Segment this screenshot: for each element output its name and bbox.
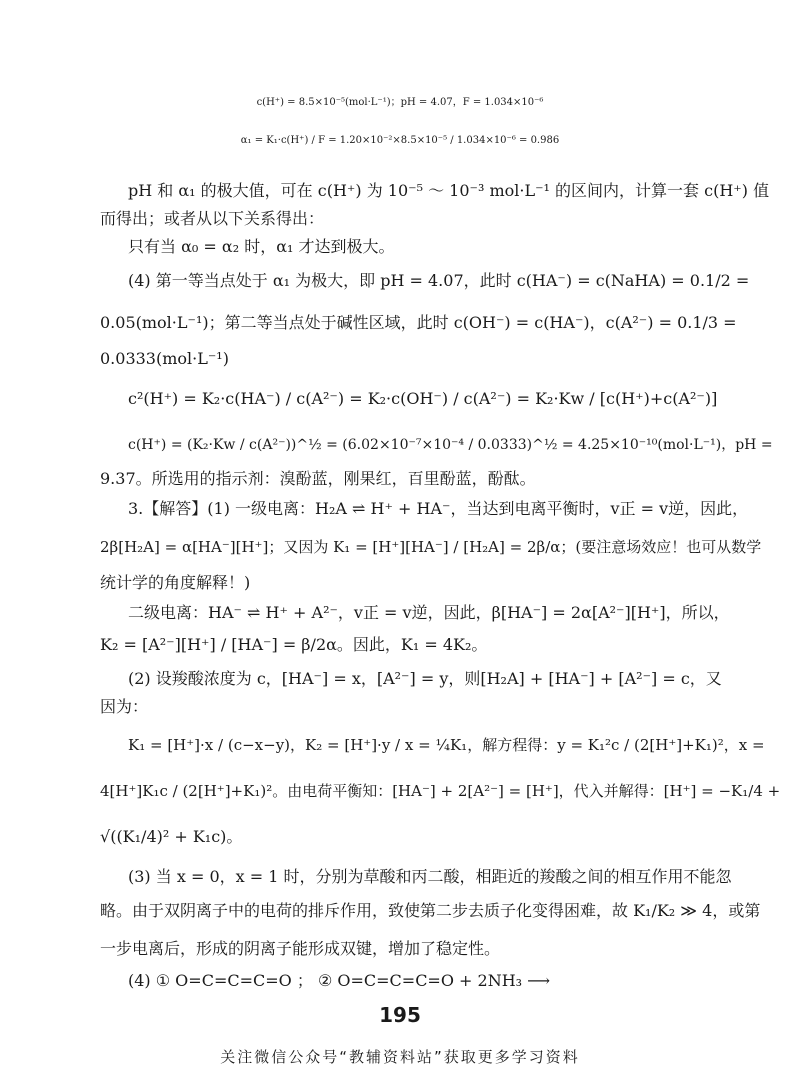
paragraph-line: 而得出；或者从以下关系得出： xyxy=(100,209,325,228)
footer-note: 关注微信公众号“教辅资料站”获取更多学习资料 xyxy=(220,1048,580,1066)
equation-ch-ph-f: c(H⁺) = 8.5×10⁻⁵(mol·L⁻¹)；pH = 4.07，F = 1.034×10⁻⁶ xyxy=(256,97,544,108)
paragraph-line: (2) 设羧酸浓度为 c，[HA⁻] = x，[A²⁻] = y，则[H₂A] + [HA⁻] + [A²⁻] = c，又 xyxy=(128,669,722,688)
paragraph-line: 0.0333(mol·L⁻¹) xyxy=(100,349,229,368)
paragraph-line: 2β[H₂A] = α[HA⁻][H⁺]；又因为 K₁ = [H⁺][HA⁻] / [H₂A] = 2β/α；(要注意场效应！也可从数学 xyxy=(100,538,762,556)
paragraph-line: 因为： xyxy=(100,697,149,716)
paragraph-line: (4) 第一等当点处于 α₁ 为极大，即 pH = 4.07，此时 c(HA⁻) = c(NaHA) = 0.1/2 = xyxy=(128,271,750,290)
paragraph-line: 一步电离后，形成的阴离子能形成双键，增加了稳定性。 xyxy=(100,939,501,958)
equation-sqrt: √((K₁/4)² + K₁c)。 xyxy=(100,827,243,846)
structure-line: (4) ① O=C=C=C=O ； ② O=C=C=C=O + 2NH₃ ⟶ xyxy=(128,971,551,990)
paragraph-line: 统计学的角度解释！) xyxy=(100,573,251,592)
paragraph-line: 9.37。所选用的指示剂：溴酚蓝，刚果红，百里酚蓝，酚酞。 xyxy=(100,469,536,488)
equation-c2h: c²(H⁺) = K₂·c(HA⁻) / c(A²⁻) = K₂·c(OH⁻) / c(A²⁻) = K₂·Kw / [c(H⁺)+c(A²⁻)] xyxy=(128,389,718,408)
page-number: 195 xyxy=(379,1003,421,1027)
equation-ch: c(H⁺) = (K₂·Kw / c(A²⁻))^½ = (6.02×10⁻⁷×10⁻⁴ / 0.0333)^½ = 4.25×10⁻¹⁰(mol·L⁻¹)，pH = xyxy=(128,437,773,453)
equation-k2: K₂ = [A²⁻][H⁺] / [HA⁻] = β/2α。因此，K₁ = 4K₂。 xyxy=(100,635,488,654)
paragraph-line: pH 和 α₁ 的极大值，可在 c(H⁺) 为 10⁻⁵ ～ 10⁻³ mol·L⁻¹ 的区间内，计算一套 c(H⁺) 值 xyxy=(128,181,770,200)
paragraph-line: (3) 当 x = 0，x = 1 时，分别为草酸和丙二酸，相距近的羧酸之间的相互作用不能忽 xyxy=(128,867,732,886)
paragraph-line: 二级电离：HA⁻ ⇌ H⁺ + A²⁻，v正 = v逆，因此，β[HA⁻] = 2α[A²⁻][H⁺]，所以， xyxy=(128,603,730,622)
answer-heading-line: 3.【解答】(1) 一级电离：H₂A ⇌ H⁺ + HA⁻，当达到电离平衡时，v正 = v逆，因此， xyxy=(128,499,749,518)
equation-alpha1: α₁ = K₁·c(H⁺) / F = 1.20×10⁻²×8.5×10⁻⁵ / 1.034×10⁻⁶ = 0.986 xyxy=(240,135,560,146)
paragraph-line: 只有当 α₀ = α₂ 时，α₁ 才达到极大。 xyxy=(128,237,395,256)
equation-k1-k2: K₁ = [H⁺]·x / (c−x−y)，K₂ = [H⁺]·y / x = ¼K₁，解方程得：y = K₁²c / (2[H⁺]+K₁)²，x = xyxy=(128,736,765,754)
paragraph-line: 略。由于双阴离子中的电荷的排斥作用，致使第二步去质子化变得困难，故 K₁/K₂ ≫ 4，或第 xyxy=(100,901,761,920)
equation-x-h: 4[H⁺]K₁c / (2[H⁺]+K₁)²。由电荷平衡知：[HA⁻] + 2[A²⁻] = [H⁺]，代入并解得：[H⁺] = −K₁/4 + xyxy=(100,782,781,800)
paragraph-line: 0.05(mol·L⁻¹)；第二等当点处于碱性区域，此时 c(OH⁻) = c(HA⁻)，c(A²⁻) = 0.1/3 = xyxy=(100,313,737,332)
